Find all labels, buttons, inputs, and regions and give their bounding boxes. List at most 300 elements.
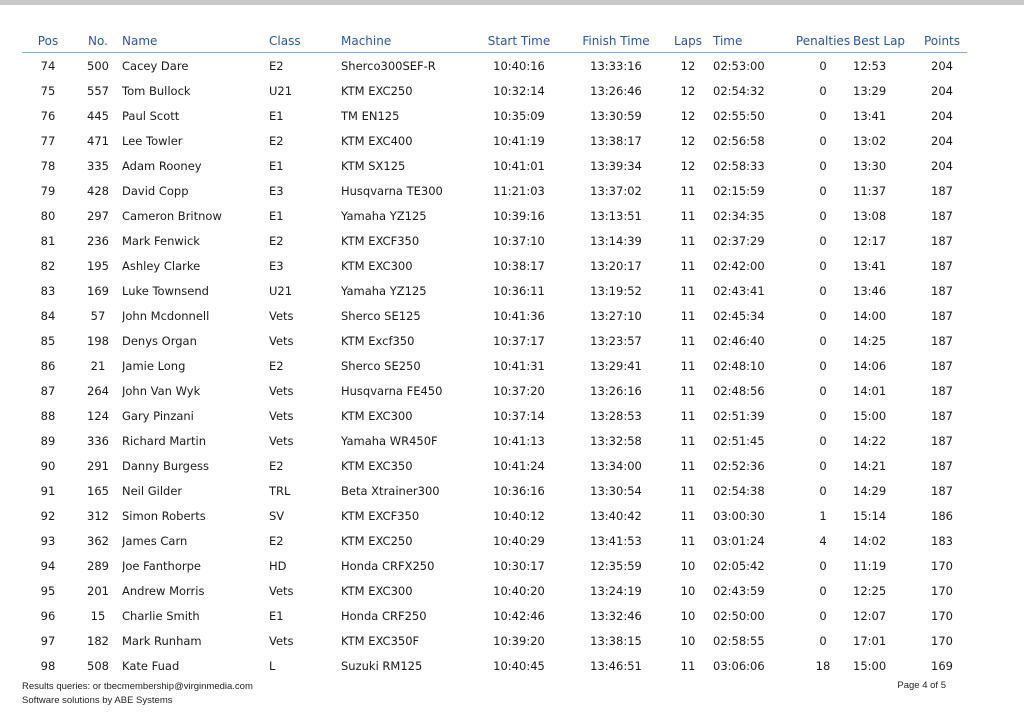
cell-pos: 92 [40, 508, 56, 523]
cell-finish-time: 13:26:16 [590, 383, 642, 398]
cell-start-time: 10:37:17 [493, 333, 545, 348]
cell-time: 02:15:59 [713, 183, 765, 198]
cell-class: E1 [269, 108, 284, 123]
cell-machine: KTM EXC300 [341, 258, 413, 273]
cell-penalties: 0 [819, 208, 827, 223]
cell-points: 204 [931, 158, 953, 173]
cell-best-lap: 14:06 [853, 358, 887, 373]
table-row [22, 603, 967, 628]
cell-penalties: 0 [819, 158, 827, 173]
cell-best-lap: 13:41 [853, 258, 887, 273]
cell-machine: Sherco300SEF-R [341, 58, 436, 73]
cell-name: Danny Burgess [122, 458, 210, 473]
cell-points: 187 [931, 358, 953, 373]
cell-no: 335 [87, 158, 109, 173]
col-header-best-lap: Best Lap [853, 30, 917, 53]
cell-laps: 10 [680, 608, 696, 623]
cell-start-time: 10:37:14 [493, 408, 545, 423]
cell-time: 03:00:30 [713, 508, 765, 523]
cell-points: 187 [931, 183, 953, 198]
cell-laps: 11 [680, 333, 696, 348]
cell-best-lap: 12:53 [853, 58, 887, 73]
cell-start-time: 10:41:13 [493, 433, 545, 448]
cell-best-lap: 12:17 [853, 233, 887, 248]
col-header-points: Points [917, 30, 967, 53]
cell-no: 21 [90, 358, 106, 373]
cell-start-time: 10:35:09 [493, 108, 545, 123]
software-credit-text: Software solutions by ABE Systems [22, 695, 173, 706]
table-row [22, 353, 967, 378]
cell-time: 02:54:32 [713, 83, 765, 98]
cell-points: 187 [931, 208, 953, 223]
cell-laps: 11 [680, 258, 696, 273]
cell-laps: 11 [680, 383, 696, 398]
cell-finish-time: 13:24:19 [590, 583, 642, 598]
col-header-pos: Pos [22, 30, 74, 53]
cell-best-lap: 13:30 [853, 158, 887, 173]
cell-name: Kate Fuad [122, 658, 180, 673]
cell-finish-time: 13:38:15 [590, 633, 642, 648]
cell-laps: 11 [680, 658, 696, 673]
table-row [22, 453, 967, 478]
cell-no: 195 [87, 258, 109, 273]
cell-pos: 75 [40, 83, 56, 98]
cell-time: 02:48:56 [713, 383, 765, 398]
results-queries-text: Results queries: or tbecmembership@virginmedia.com [22, 681, 253, 692]
cell-laps: 11 [680, 183, 696, 198]
cell-machine: Yamaha WR450F [341, 433, 438, 448]
cell-penalties: 0 [819, 83, 827, 98]
cell-laps: 12 [680, 108, 696, 123]
cell-class: Vets [269, 308, 294, 323]
cell-start-time: 10:30:17 [493, 558, 545, 573]
col-header-no: No. [74, 30, 122, 53]
cell-best-lap: 14:29 [853, 483, 887, 498]
cell-time: 03:01:24 [713, 533, 765, 548]
cell-start-time: 10:41:31 [493, 358, 545, 373]
cell-pos: 86 [40, 358, 56, 373]
cell-laps: 11 [680, 208, 696, 223]
cell-machine: Husqvarna FE450 [341, 383, 443, 398]
cell-points: 187 [931, 383, 953, 398]
cell-start-time: 10:39:20 [493, 633, 545, 648]
cell-finish-time: 13:14:39 [590, 233, 642, 248]
cell-start-time: 11:21:03 [493, 183, 545, 198]
cell-laps: 10 [680, 558, 696, 573]
cell-laps: 11 [680, 433, 696, 448]
cell-class: HD [269, 558, 287, 573]
cell-finish-time: 13:30:59 [590, 108, 642, 123]
cell-no: 169 [87, 283, 109, 298]
cell-class: Vets [269, 633, 294, 648]
cell-no: 57 [90, 308, 106, 323]
cell-name: Richard Martin [122, 433, 207, 448]
cell-laps: 11 [680, 508, 696, 523]
cell-start-time: 10:39:16 [493, 208, 545, 223]
cell-points: 187 [931, 283, 953, 298]
cell-name: Lee Towler [122, 133, 183, 148]
cell-machine: KTM EXC350F [341, 633, 420, 648]
cell-best-lap: 14:00 [853, 308, 887, 323]
cell-no: 508 [87, 658, 109, 673]
cell-pos: 97 [40, 633, 56, 648]
page-top-border [0, 0, 1024, 5]
table-row [22, 403, 967, 428]
table-row [22, 228, 967, 253]
cell-machine: Yamaha YZ125 [341, 283, 427, 298]
cell-best-lap: 14:21 [853, 458, 887, 473]
cell-machine: KTM EXC400 [341, 133, 413, 148]
cell-class: E2 [269, 58, 284, 73]
cell-machine: KTM EXC300 [341, 408, 413, 423]
cell-pos: 83 [40, 283, 56, 298]
cell-points: 204 [931, 108, 953, 123]
cell-pos: 80 [40, 208, 56, 223]
cell-name: Joe Fanthorpe [122, 558, 201, 573]
cell-no: 557 [87, 83, 109, 98]
cell-pos: 84 [40, 308, 56, 323]
col-header-time: Time [713, 30, 793, 53]
cell-penalties: 0 [819, 283, 827, 298]
cell-laps: 12 [680, 133, 696, 148]
cell-penalties: 1 [819, 508, 827, 523]
cell-best-lap: 13:46 [853, 283, 887, 298]
cell-no: 291 [87, 458, 109, 473]
table-row [22, 78, 967, 103]
cell-penalties: 0 [819, 258, 827, 273]
cell-no: 471 [87, 133, 109, 148]
table-row [22, 653, 967, 678]
cell-points: 204 [931, 133, 953, 148]
cell-class: SV [269, 508, 285, 523]
cell-no: 201 [87, 583, 109, 598]
header-row [22, 30, 967, 53]
cell-no: 264 [87, 383, 109, 398]
cell-points: 183 [931, 533, 953, 548]
cell-name: Paul Scott [122, 108, 180, 123]
cell-class: L [269, 658, 276, 673]
table-row [22, 428, 967, 453]
cell-time: 02:42:00 [713, 258, 765, 273]
cell-class: E2 [269, 533, 284, 548]
cell-no: 165 [87, 483, 109, 498]
col-header-start-time: Start Time [469, 30, 569, 53]
cell-best-lap: 17:01 [853, 633, 887, 648]
cell-machine: KTM EXC250 [341, 83, 413, 98]
cell-name: John Mcdonnell [122, 308, 210, 323]
cell-time: 02:43:59 [713, 583, 765, 598]
cell-laps: 11 [680, 483, 696, 498]
cell-pos: 90 [40, 458, 56, 473]
cell-machine: KTM Excf350 [341, 333, 415, 348]
cell-best-lap: 15:14 [853, 508, 887, 523]
cell-time: 02:51:39 [713, 408, 765, 423]
cell-best-lap: 14:01 [853, 383, 887, 398]
cell-pos: 79 [40, 183, 56, 198]
cell-finish-time: 13:27:10 [590, 308, 642, 323]
cell-no: 289 [87, 558, 109, 573]
cell-class: Vets [269, 383, 294, 398]
cell-class: Vets [269, 433, 294, 448]
cell-laps: 11 [680, 458, 696, 473]
cell-start-time: 10:32:14 [493, 83, 545, 98]
cell-finish-time: 13:32:46 [590, 608, 642, 623]
cell-finish-time: 13:28:53 [590, 408, 642, 423]
cell-start-time: 10:40:20 [493, 583, 545, 598]
cell-time: 02:37:29 [713, 233, 765, 248]
cell-machine: Sherco SE125 [341, 308, 421, 323]
cell-pos: 96 [40, 608, 56, 623]
cell-name: Tom Bullock [122, 83, 191, 98]
table-row [22, 153, 967, 178]
cell-laps: 12 [680, 58, 696, 73]
cell-pos: 82 [40, 258, 56, 273]
cell-machine: KTM SX125 [341, 158, 406, 173]
cell-finish-time: 13:32:58 [590, 433, 642, 448]
cell-finish-time: 13:40:42 [590, 508, 642, 523]
cell-points: 187 [931, 233, 953, 248]
cell-points: 170 [931, 633, 953, 648]
cell-pos: 74 [40, 58, 56, 73]
cell-best-lap: 12:25 [853, 583, 887, 598]
col-header-penalties: Penalties [793, 30, 853, 53]
cell-finish-time: 13:13:51 [590, 208, 642, 223]
cell-name: Simon Roberts [122, 508, 206, 523]
cell-time: 02:53:00 [713, 58, 765, 73]
cell-points: 187 [931, 483, 953, 498]
cell-start-time: 10:36:16 [493, 483, 545, 498]
cell-penalties: 0 [819, 183, 827, 198]
cell-start-time: 10:41:24 [493, 458, 545, 473]
table-row [22, 503, 967, 528]
cell-finish-time: 13:33:16 [590, 58, 642, 73]
cell-machine: Suzuki RM125 [341, 658, 423, 673]
cell-time: 02:46:40 [713, 333, 765, 348]
cell-points: 170 [931, 558, 953, 573]
cell-penalties: 0 [819, 583, 827, 598]
cell-laps: 10 [680, 583, 696, 598]
table-row [22, 303, 967, 328]
cell-machine: KTM EXC250 [341, 533, 413, 548]
cell-class: E2 [269, 133, 284, 148]
cell-pos: 85 [40, 333, 56, 348]
cell-no: 362 [87, 533, 109, 548]
col-header-machine: Machine [341, 30, 469, 53]
table-row [22, 103, 967, 128]
cell-no: 15 [90, 608, 106, 623]
table-row [22, 553, 967, 578]
table-row [22, 128, 967, 153]
cell-finish-time: 13:37:02 [590, 183, 642, 198]
cell-finish-time: 13:19:52 [590, 283, 642, 298]
cell-best-lap: 12:07 [853, 608, 887, 623]
cell-penalties: 0 [819, 308, 827, 323]
cell-name: Luke Townsend [122, 283, 209, 298]
cell-finish-time: 13:29:41 [590, 358, 642, 373]
cell-class: E3 [269, 258, 284, 273]
cell-best-lap: 13:41 [853, 108, 887, 123]
table-row [22, 203, 967, 228]
cell-class: U21 [269, 83, 293, 98]
cell-machine: Honda CRFX250 [341, 558, 435, 573]
cell-finish-time: 13:46:51 [590, 658, 642, 673]
cell-start-time: 10:41:36 [493, 308, 545, 323]
cell-class: E2 [269, 458, 284, 473]
cell-no: 500 [87, 58, 109, 73]
table-row [22, 328, 967, 353]
cell-pos: 81 [40, 233, 56, 248]
cell-name: John Van Wyk [122, 383, 201, 398]
cell-pos: 87 [40, 383, 56, 398]
cell-time: 03:06:06 [713, 658, 765, 673]
cell-time: 02:58:55 [713, 633, 765, 648]
cell-class: E3 [269, 183, 284, 198]
cell-machine: TM EN125 [341, 108, 400, 123]
cell-name: David Copp [122, 183, 189, 198]
col-header-name: Name [122, 30, 269, 53]
cell-time: 02:54:38 [713, 483, 765, 498]
table-row [22, 528, 967, 553]
cell-machine: Beta Xtrainer300 [341, 483, 440, 498]
cell-best-lap: 15:00 [853, 658, 887, 673]
table-row [22, 253, 967, 278]
cell-name: Neil Gilder [122, 483, 183, 498]
cell-no: 198 [87, 333, 109, 348]
cell-pos: 76 [40, 108, 56, 123]
cell-start-time: 10:37:10 [493, 233, 545, 248]
cell-pos: 98 [40, 658, 56, 673]
cell-name: Denys Organ [122, 333, 197, 348]
cell-penalties: 4 [819, 533, 827, 548]
cell-start-time: 10:40:16 [493, 58, 545, 73]
cell-pos: 77 [40, 133, 56, 148]
cell-start-time: 10:40:12 [493, 508, 545, 523]
cell-time: 02:55:50 [713, 108, 765, 123]
cell-pos: 89 [40, 433, 56, 448]
cell-points: 170 [931, 608, 953, 623]
cell-finish-time: 13:30:54 [590, 483, 642, 498]
cell-name: Jamie Long [122, 358, 186, 373]
cell-laps: 11 [680, 408, 696, 423]
cell-finish-time: 13:39:34 [590, 158, 642, 173]
cell-name: Charlie Smith [122, 608, 200, 623]
cell-pos: 78 [40, 158, 56, 173]
cell-best-lap: 13:02 [853, 133, 887, 148]
cell-class: Vets [269, 408, 294, 423]
cell-start-time: 10:42:46 [493, 608, 545, 623]
cell-penalties: 0 [819, 233, 827, 248]
cell-finish-time: 13:20:17 [590, 258, 642, 273]
cell-time: 02:48:10 [713, 358, 765, 373]
cell-penalties: 0 [819, 383, 827, 398]
cell-class: E1 [269, 158, 284, 173]
cell-start-time: 10:38:17 [493, 258, 545, 273]
col-header-class: Class [269, 30, 341, 53]
cell-laps: 12 [680, 83, 696, 98]
cell-start-time: 10:40:45 [493, 658, 545, 673]
cell-penalties: 0 [819, 133, 827, 148]
cell-points: 187 [931, 458, 953, 473]
cell-time: 02:34:35 [713, 208, 765, 223]
cell-finish-time: 13:38:17 [590, 133, 642, 148]
table-row [22, 628, 967, 653]
cell-best-lap: 11:37 [853, 183, 887, 198]
cell-points: 169 [931, 658, 953, 673]
cell-points: 187 [931, 258, 953, 273]
cell-time: 02:52:36 [713, 458, 765, 473]
cell-no: 336 [87, 433, 109, 448]
table-row [22, 478, 967, 503]
cell-machine: Husqvarna TE300 [341, 183, 443, 198]
cell-machine: KTM EXCF350 [341, 508, 420, 523]
cell-penalties: 0 [819, 108, 827, 123]
cell-no: 445 [87, 108, 109, 123]
table-row [22, 278, 967, 303]
cell-name: Ashley Clarke [122, 258, 201, 273]
cell-laps: 11 [680, 233, 696, 248]
col-header-laps: Laps [663, 30, 713, 53]
cell-penalties: 0 [819, 333, 827, 348]
cell-machine: KTM EXCF350 [341, 233, 420, 248]
table-row [22, 53, 967, 79]
cell-finish-time: 12:35:59 [590, 558, 642, 573]
cell-points: 187 [931, 333, 953, 348]
cell-penalties: 0 [819, 483, 827, 498]
cell-best-lap: 14:02 [853, 533, 887, 548]
cell-machine: KTM EXC300 [341, 583, 413, 598]
cell-time: 02:43:41 [713, 283, 765, 298]
cell-class: E2 [269, 358, 284, 373]
cell-class: Vets [269, 333, 294, 348]
cell-time: 02:50:00 [713, 608, 765, 623]
cell-class: U21 [269, 283, 293, 298]
cell-time: 02:56:58 [713, 133, 765, 148]
cell-start-time: 10:41:01 [493, 158, 545, 173]
cell-class: TRL [269, 483, 291, 498]
cell-points: 187 [931, 408, 953, 423]
cell-finish-time: 13:41:53 [590, 533, 642, 548]
results-table [22, 30, 967, 678]
cell-no: 297 [87, 208, 109, 223]
cell-best-lap: 11:19 [853, 558, 887, 573]
cell-best-lap: 14:25 [853, 333, 887, 348]
cell-time: 02:51:45 [713, 433, 765, 448]
cell-machine: Honda CRF250 [341, 608, 427, 623]
cell-no: 428 [87, 183, 109, 198]
cell-pos: 93 [40, 533, 56, 548]
cell-class: E2 [269, 233, 284, 248]
cell-laps: 10 [680, 633, 696, 648]
cell-points: 204 [931, 58, 953, 73]
cell-penalties: 0 [819, 608, 827, 623]
cell-no: 312 [87, 508, 109, 523]
cell-name: Gary Pinzani [122, 408, 194, 423]
cell-pos: 91 [40, 483, 56, 498]
footer-info [22, 680, 253, 708]
cell-name: Cacey Dare [122, 58, 189, 73]
cell-finish-time: 13:23:57 [590, 333, 642, 348]
cell-penalties: 0 [819, 633, 827, 648]
cell-name: Mark Runham [122, 633, 202, 648]
cell-time: 02:05:42 [713, 558, 765, 573]
cell-time: 02:45:34 [713, 308, 765, 323]
cell-name: Cameron Britnow [122, 208, 222, 223]
cell-no: 124 [87, 408, 109, 423]
cell-machine: Sherco SE250 [341, 358, 421, 373]
cell-pos: 94 [40, 558, 56, 573]
cell-best-lap: 14:22 [853, 433, 887, 448]
cell-penalties: 0 [819, 458, 827, 473]
